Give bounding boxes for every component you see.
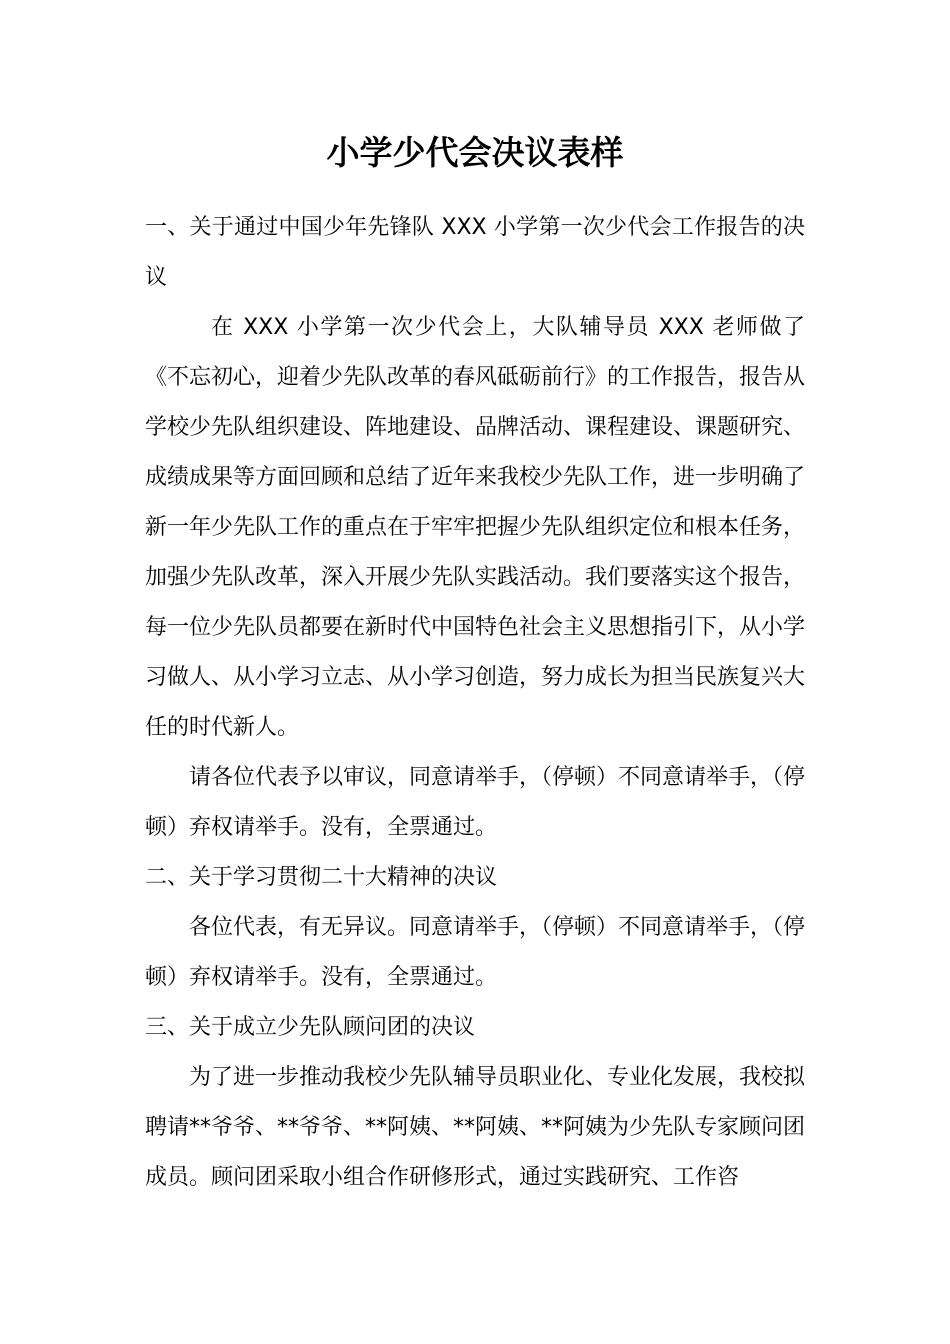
document-title: 小学少代会决议表样 [326,133,624,172]
document-body [145,203,805,1203]
paragraph: 各位代表，有无异议。同意请举手，（停顿）不同意请举手，（停顿）弃权请举手。没有，全票通过。 [145,915,806,990]
section-heading: 一、关于通过中国少年先锋队 XXX 小学第一次少代会工作报告的决议 [145,215,805,290]
paragraph: 为了进一步推动我校少先队辅导员职业化、专业化发展，我校拟聘请**爷爷、**爷爷、**阿姨、**阿姨、**阿姨为少先队专家顾问团成员。顾问团采取小组合作研修形式，通过实践研究、工作咨 [145,1065,806,1190]
paragraph: 在 XXX 小学第一次少代会上，大队辅导员 XXX 老师做了《不忘初心，迎着少先队改革的春风砥砺前行》的工作报告，报告从学校少先队组织建设、阵地建设、品牌活动、课程建设、课题研究、成绩成果等方面回顾和总结了近年来我校少先队工作，进一步明确了新一年少先队工作的重点在于牢牢把握少先队组织定位和根本任务，加强少先队改革，深入开展少先队实践活动。我们要落实这个报告，每一位少先队员都要在新时代中国特色社会主义思想指引下，从小学习做人、从小学习立志、从小学习创造，努力成长为担当民族复兴大任的时代新人。 [145,315,806,740]
section-heading: 三、关于成立少先队顾问团的决议 [145,1015,476,1040]
paragraph: 请各位代表予以审议，同意请举手，（停顿）不同意请举手，（停顿）弃权请举手。没有，全票通过。 [145,765,806,840]
section-heading: 二、关于学习贯彻二十大精神的决议 [145,865,498,890]
